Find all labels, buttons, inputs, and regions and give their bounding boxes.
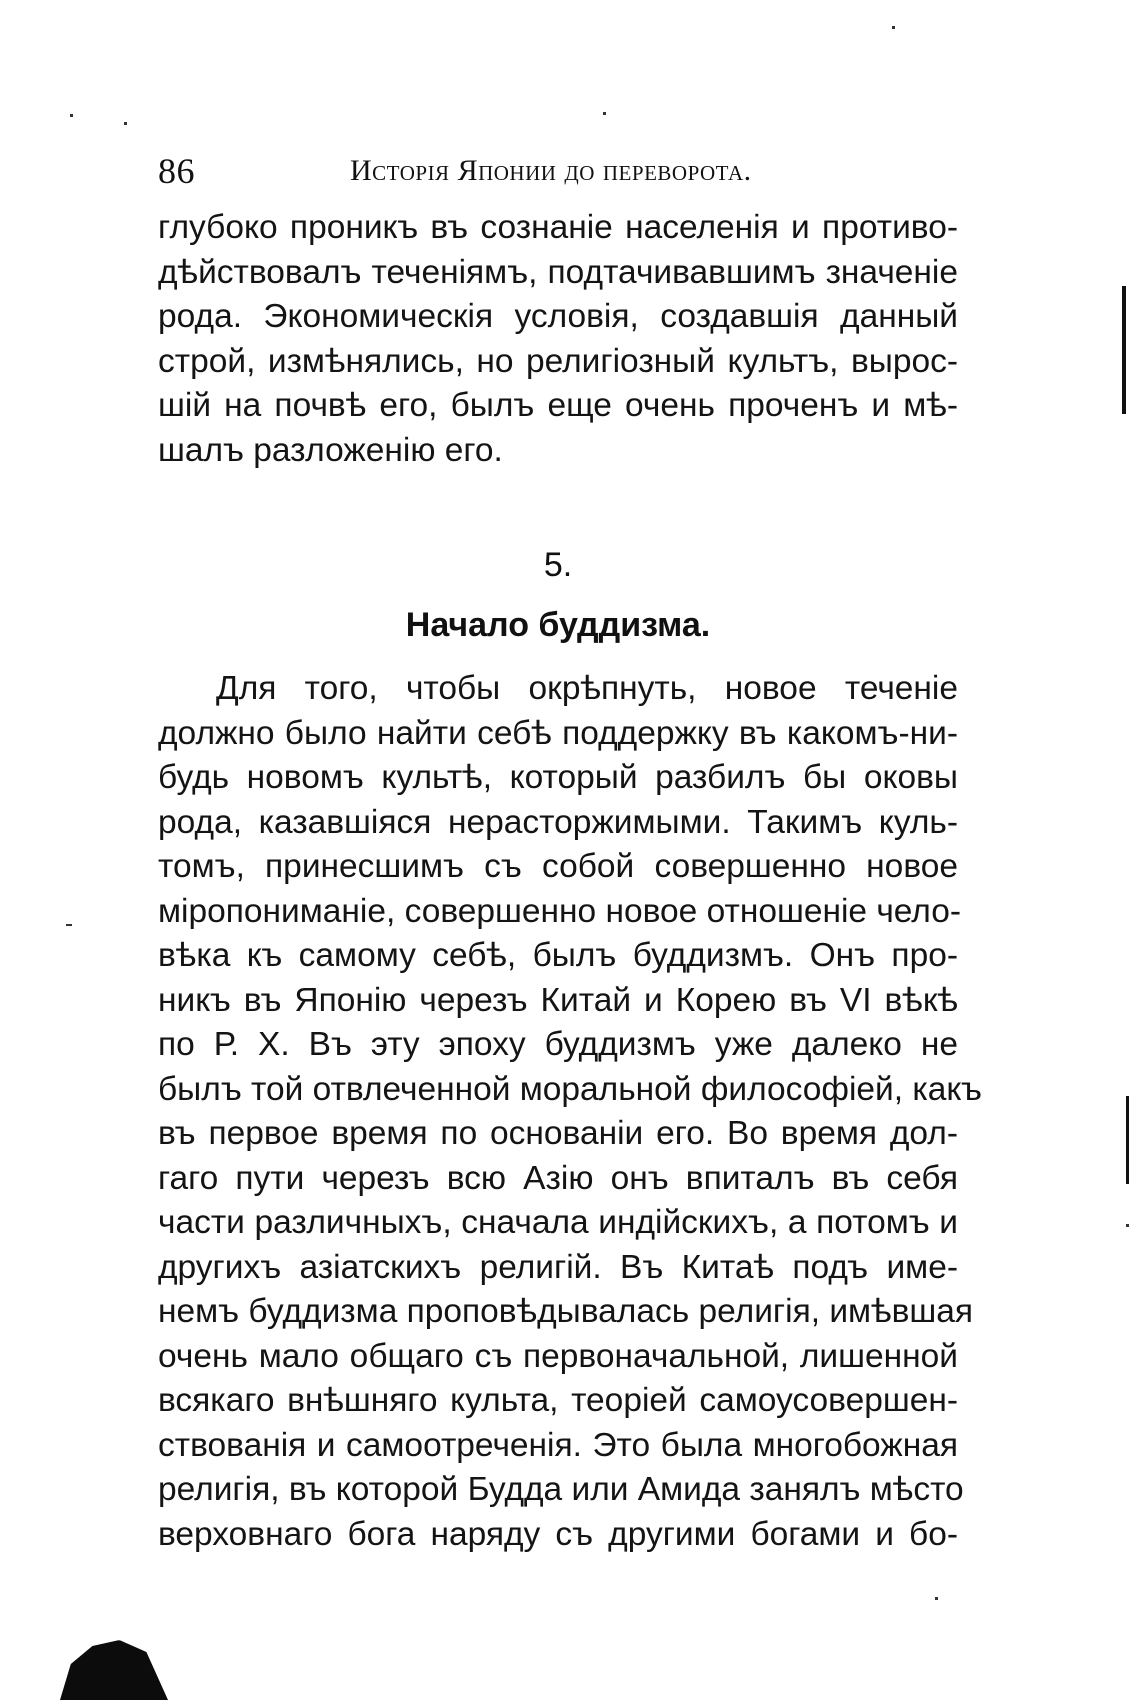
scan-speck	[603, 112, 606, 115]
text-line: немъ буддизма проповѣдывалась религія, имѣвшая	[158, 1293, 974, 1330]
text-line: религія, въ которой Будда или Амида занялъ мѣсто	[158, 1471, 964, 1508]
page-number: 86	[158, 151, 195, 191]
text-line: вѣка къ самому себѣ, былъ буддизмъ. Онъ про-	[158, 937, 958, 974]
scan-edge-mark	[1126, 1096, 1129, 1184]
text-line: по Р. Х. Въ эту эпоху буддизмъ уже далеко не	[158, 1026, 958, 1063]
text-line: шій на почвѣ его, былъ еще очень проченъ и мѣ-	[158, 387, 958, 424]
text-line: глубоко проникъ въ сознаніе населенія и противо-	[158, 209, 958, 246]
scan-speck	[935, 1597, 938, 1600]
main-paragraph	[158, 667, 982, 1557]
text-line: томъ, принесшимъ съ собой совершенно новое	[158, 848, 958, 885]
scan-blot	[60, 1640, 168, 1700]
running-title: Исторія Японии до переворота.	[350, 154, 752, 187]
text-line: былъ той отвлеченной моральной философіей, какъ	[158, 1070, 982, 1108]
text-line: части различныхъ, сначала индійскихъ, а потомъ и	[158, 1204, 958, 1241]
text-line: гаго пути черезъ всю Азію онъ впиталъ въ себя	[158, 1159, 958, 1197]
scan-speck	[124, 122, 127, 125]
text-line: всякаго внѣшняго культа, теоріей самоусовершен-	[158, 1382, 958, 1419]
text-line: ствованія и самоотреченія. Это была многобожная	[158, 1426, 958, 1464]
running-head	[158, 150, 958, 200]
text-line: верховнаго бога наряду съ другими богами и бо-	[158, 1515, 958, 1553]
text-line: рода, казавшіяся нерасторжимыми. Такимъ куль-	[158, 803, 958, 841]
text-line: никъ въ Японію черезъ Китай и Корею въ VI вѣкѣ	[158, 981, 958, 1019]
text-line: строй, измѣнялись, но религіозный культъ, вырос-	[158, 342, 958, 380]
text-line: очень мало общаго съ первоначальной, лишенной	[158, 1337, 958, 1375]
intro-paragraph	[158, 206, 958, 473]
text-line: Для того, чтобы окрѣпнуть, новое теченіе	[216, 670, 958, 707]
text-line: дѣйствовалъ теченіямъ, подтачивавшимъ значеніе	[158, 253, 958, 291]
text-line: въ первое время по основаніи его. Во время дол-	[158, 1115, 958, 1152]
section-title: Начало буддизма.	[405, 606, 711, 644]
text-line: шалъ разложенію его.	[158, 431, 503, 469]
scan-edge-mark	[1122, 286, 1126, 414]
text-line: міропониманіе, совершенно новое отношеніе чело-	[158, 892, 962, 930]
text-line: должно было найти себѣ поддержку въ какомъ-ни-	[158, 714, 958, 752]
text-line: будь новомъ культѣ, который разбилъ бы оковы	[158, 759, 958, 796]
scan-speck	[70, 114, 73, 117]
scan-speck	[66, 924, 72, 926]
section-number: 5.	[543, 546, 573, 584]
text-line: рода. Экономическія условія, создавшія данный	[158, 298, 958, 335]
scan-speck	[1126, 1224, 1129, 1227]
scan-speck	[892, 26, 895, 29]
text-line: другихъ азіатскихъ религій. Въ Китаѣ подъ име-	[158, 1248, 958, 1286]
